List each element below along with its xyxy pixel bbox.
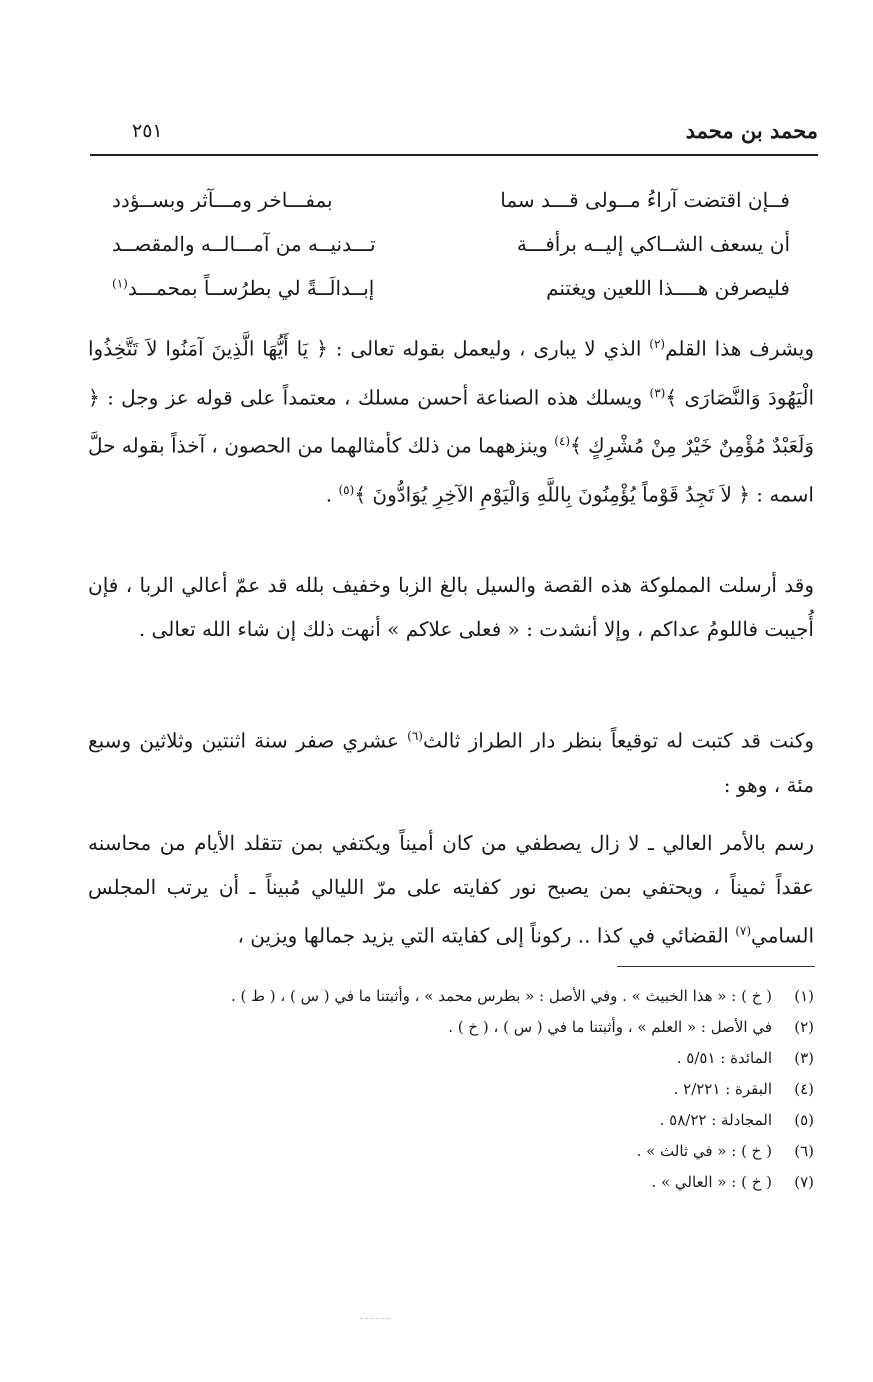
footnote: [90, 1042, 814, 1073]
footnote-text: المائدة : ٥/٥١ .: [676, 1048, 772, 1067]
footnote-number: (٦): [794, 1141, 814, 1160]
footnote-number: (٥): [794, 1110, 814, 1129]
paragraph-1: [88, 322, 814, 517]
footnote-marker: (٢): [649, 337, 666, 351]
footnote-number: (١): [794, 986, 814, 1005]
paragraph-text: وكنت قد كتبت له توقيعاً بنظر دار الطراز ثالث: [422, 728, 815, 753]
footnote-text: في الأصل : « العلم » ، وأثبتنا ما في ( س ) ، ( خ ) .: [448, 1017, 772, 1036]
running-header: [90, 118, 818, 156]
verse-second-hemistich: [112, 276, 450, 300]
footnote-text: ( خ ) : « في ثالث » .: [636, 1141, 772, 1160]
footnote-marker: (٤): [554, 434, 571, 449]
footnote-marker: (١): [112, 276, 128, 291]
verse-first-hemistich: أن يسعف الشــاكي إليــه برأفـــة: [516, 232, 790, 256]
paragraph-text: رسم بالأمر العالي ـ لا زال يصطفي من كان أميناً ويكتفي بمن تتقلد الأيام من محاسنه عقداً ثميناً ، ويحتفي بمن يصبح نور كفايته على مرّ الليالي مُبيناً ـ أن يرتب المجلس السامي: [88, 831, 814, 948]
verse-first-hemistich: فــإن اقتضت آراءُ مــولى قـــد سما: [500, 188, 790, 212]
footnote-number: (٢): [794, 1017, 814, 1036]
footnote-number: (٤): [794, 1079, 814, 1098]
footnote-text: البقرة : ٢/٢٢١ .: [673, 1079, 772, 1098]
paragraph-text: .: [325, 482, 339, 507]
paragraph-text: الذي لا يبارى ، وليعمل بقوله تعالى : ﴿ يَا أَيُّهَا الَّذِينَ آمَنُوا لاَ تَتَّخِذُوا الْيَهُودَ وَالنَّصَارَى ﴾: [88, 336, 814, 410]
footnote: [90, 1166, 814, 1197]
footnote-text: ( خ ) : « هذا الخبيث » . وفي الأصل : « بطرس محمد » ، وأثبتنا ما في ( س ) ، ( ط ) .: [231, 986, 772, 1005]
footnote-text: ( خ ) : « العالي » .: [651, 1172, 772, 1191]
verse-second-hemistich-text: بمفـــاخر ومـــآثر وبســؤدد: [112, 188, 333, 212]
footnote-text: المجادلة : ٥٨/٢٢ .: [659, 1110, 772, 1129]
footnote-marker: (٧): [735, 924, 752, 938]
paragraph-2: وقد أرسلت المملوكة هذه القصة والسيل بالغ الزبا وخفيف بلله قد عمّ أعالي الربا ، فإن أُجيبت فاللومُ عداكم ، وإلا أنشدت : « فعلى علاكم » أنهت ذلك إن شاء الله تعالى .: [88, 573, 814, 641]
footnotes: [90, 980, 814, 1197]
paragraph-3: [88, 714, 814, 807]
footnote-number: (٣): [794, 1048, 814, 1067]
paragraph-text: القضائي في كذا .. ركوناً إلى كفايته التي يزيد جمالها ويزين ،: [237, 923, 736, 948]
verse-second-hemistich: [112, 188, 450, 212]
verse-line: [112, 178, 790, 222]
paragraph-text: ويشرف هذا القلم: [665, 336, 814, 361]
verse-first-hemistich: فليصرفن هــــذا اللعين ويغتنم: [546, 276, 790, 300]
verse-line: [112, 266, 790, 310]
verse-second-hemistich: [112, 232, 450, 256]
page-number: ٢٥١: [132, 120, 163, 142]
footnote: [90, 1104, 814, 1135]
poem-verses: [112, 178, 790, 310]
scan-mark: [360, 1318, 390, 1320]
footnote-marker: (٥): [338, 482, 355, 497]
paragraph-text: عشري صفر سنة اثنتين وثلاثين وسبع مئة ، وهو :: [88, 728, 814, 797]
footnote-number: (٧): [794, 1172, 814, 1191]
paragraph-text: ويسلك هذه الصناعة أحسن مسلك ، معتمداً على قوله عز وجل : ﴿ وَلَعَبْدٌ مُؤْمِنٌ خَيْرٌ مِنْ مُشْرِكٍ ﴾: [88, 385, 814, 458]
footnote-marker: (٦): [407, 729, 423, 743]
running-title: محمد بن محمد: [685, 118, 818, 143]
footnote-marker: (٣): [649, 385, 666, 400]
footnote: [90, 1011, 814, 1042]
paragraph-text: وينزههما من ذلك كأمثالهما من الحصون ، آخذاً بقوله حلَّ اسمه : ﴿ لاَ تَجِدُ قَوْماً يُؤْمِنُونَ بِاللَّهِ وَالْيَوْمِ الآخِرِ يُوَادُّونَ ﴾: [88, 433, 814, 507]
footnote: [90, 1073, 814, 1104]
footnote-separator: [617, 966, 815, 967]
footnote: [90, 980, 814, 1011]
verse-second-hemistich-text: إبــدالَــةً لي بطرُســاً بمحمـــد: [127, 276, 375, 300]
paragraph-4: [88, 821, 814, 958]
verse-line: [112, 222, 790, 266]
footnote: [90, 1135, 814, 1166]
verse-second-hemistich-text: تـــدنيــه من آمـــالــه والمقصــد: [112, 232, 376, 256]
